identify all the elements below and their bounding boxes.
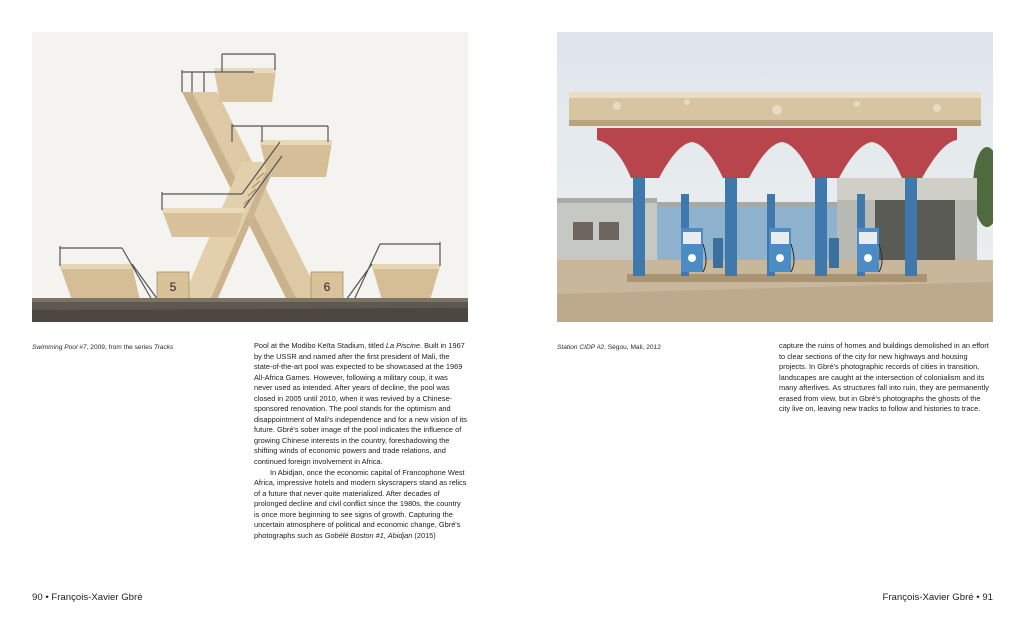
photo-caption-left xyxy=(32,343,242,352)
caption-details: , Ségou, Mali, 2012 xyxy=(604,344,661,351)
photo-swimming-pool xyxy=(32,32,468,322)
paragraph: capture the ruins of homes and buildings demolished in an effort to clear sections of the city for new highways and housing projects. In Gbré's photographic records of cities in transition, landscapes are caught at the intersection of colonialism and its many afterlives. As structures fall into ruin, they are permanently erased from view, but in Gbré's photographs the ghosts of the city live on, leaving new tracks to follow and histories to trace. xyxy=(779,341,989,414)
text-run: (2015) xyxy=(412,530,436,540)
artwork-title: La Piscine xyxy=(385,341,420,350)
paragraph xyxy=(254,341,468,468)
page-folio-left: 90 • François-Xavier Gbré xyxy=(32,592,143,603)
caption-series-title: Tracks xyxy=(154,344,174,351)
caption-details: , 2009, from the series xyxy=(86,344,155,351)
photo-caption-right xyxy=(557,343,767,352)
platform-number-5: 5 xyxy=(169,280,177,294)
text-run: In Abidjan, once the economic capital of Francophone West Africa, impressive hotels and modern skyscrapers stand as relics of a future that never quite materialized. After decades of prolonged decline and civil conflict since the 1980s, the country is once more beginning to see signs of growth. Capturing the uncertain atmosphere of political and economic change, Gbré's photographs such as xyxy=(254,467,467,540)
photo-gas-station xyxy=(557,32,993,322)
artwork-title: Gobélé Boston #1, Abidjan xyxy=(324,530,413,540)
platform-number-6: 6 xyxy=(323,280,331,294)
text-run: Pool at the Modibo Keïta Stadium, titled xyxy=(254,341,386,350)
text-run: . Built in 1967 by the USSR and named after the first president of Mali, the state-of-the-art pool was expected to be showcased at the 1969 All-Africa Games. However, following a military coup, it was never used as intended. After years of decline, the pool was closed in 2005 until 2010, when it was revived by a Chinese-sponsored renovation. The pool stands for the optimism and disappointment of Mali's independence and for a new vision of its future. Gbré's sober image of the pool indicates the influence of growing Chinese interests in the country, foreshadowing the shifting winds of economic powers and trade relations, and continued foreign involvement in Africa. xyxy=(254,341,467,467)
caption-artwork-title: Swimming Pool #7 xyxy=(32,344,87,351)
diving-tower-image xyxy=(32,32,468,322)
caption-artwork-title: Station CIDP #2 xyxy=(557,344,605,351)
gas-station-image xyxy=(557,32,993,322)
page-folio-right: François-Xavier Gbré • 91 xyxy=(882,592,993,603)
body-text-left xyxy=(254,341,468,541)
body-text-right xyxy=(779,341,993,415)
paragraph xyxy=(254,468,468,542)
